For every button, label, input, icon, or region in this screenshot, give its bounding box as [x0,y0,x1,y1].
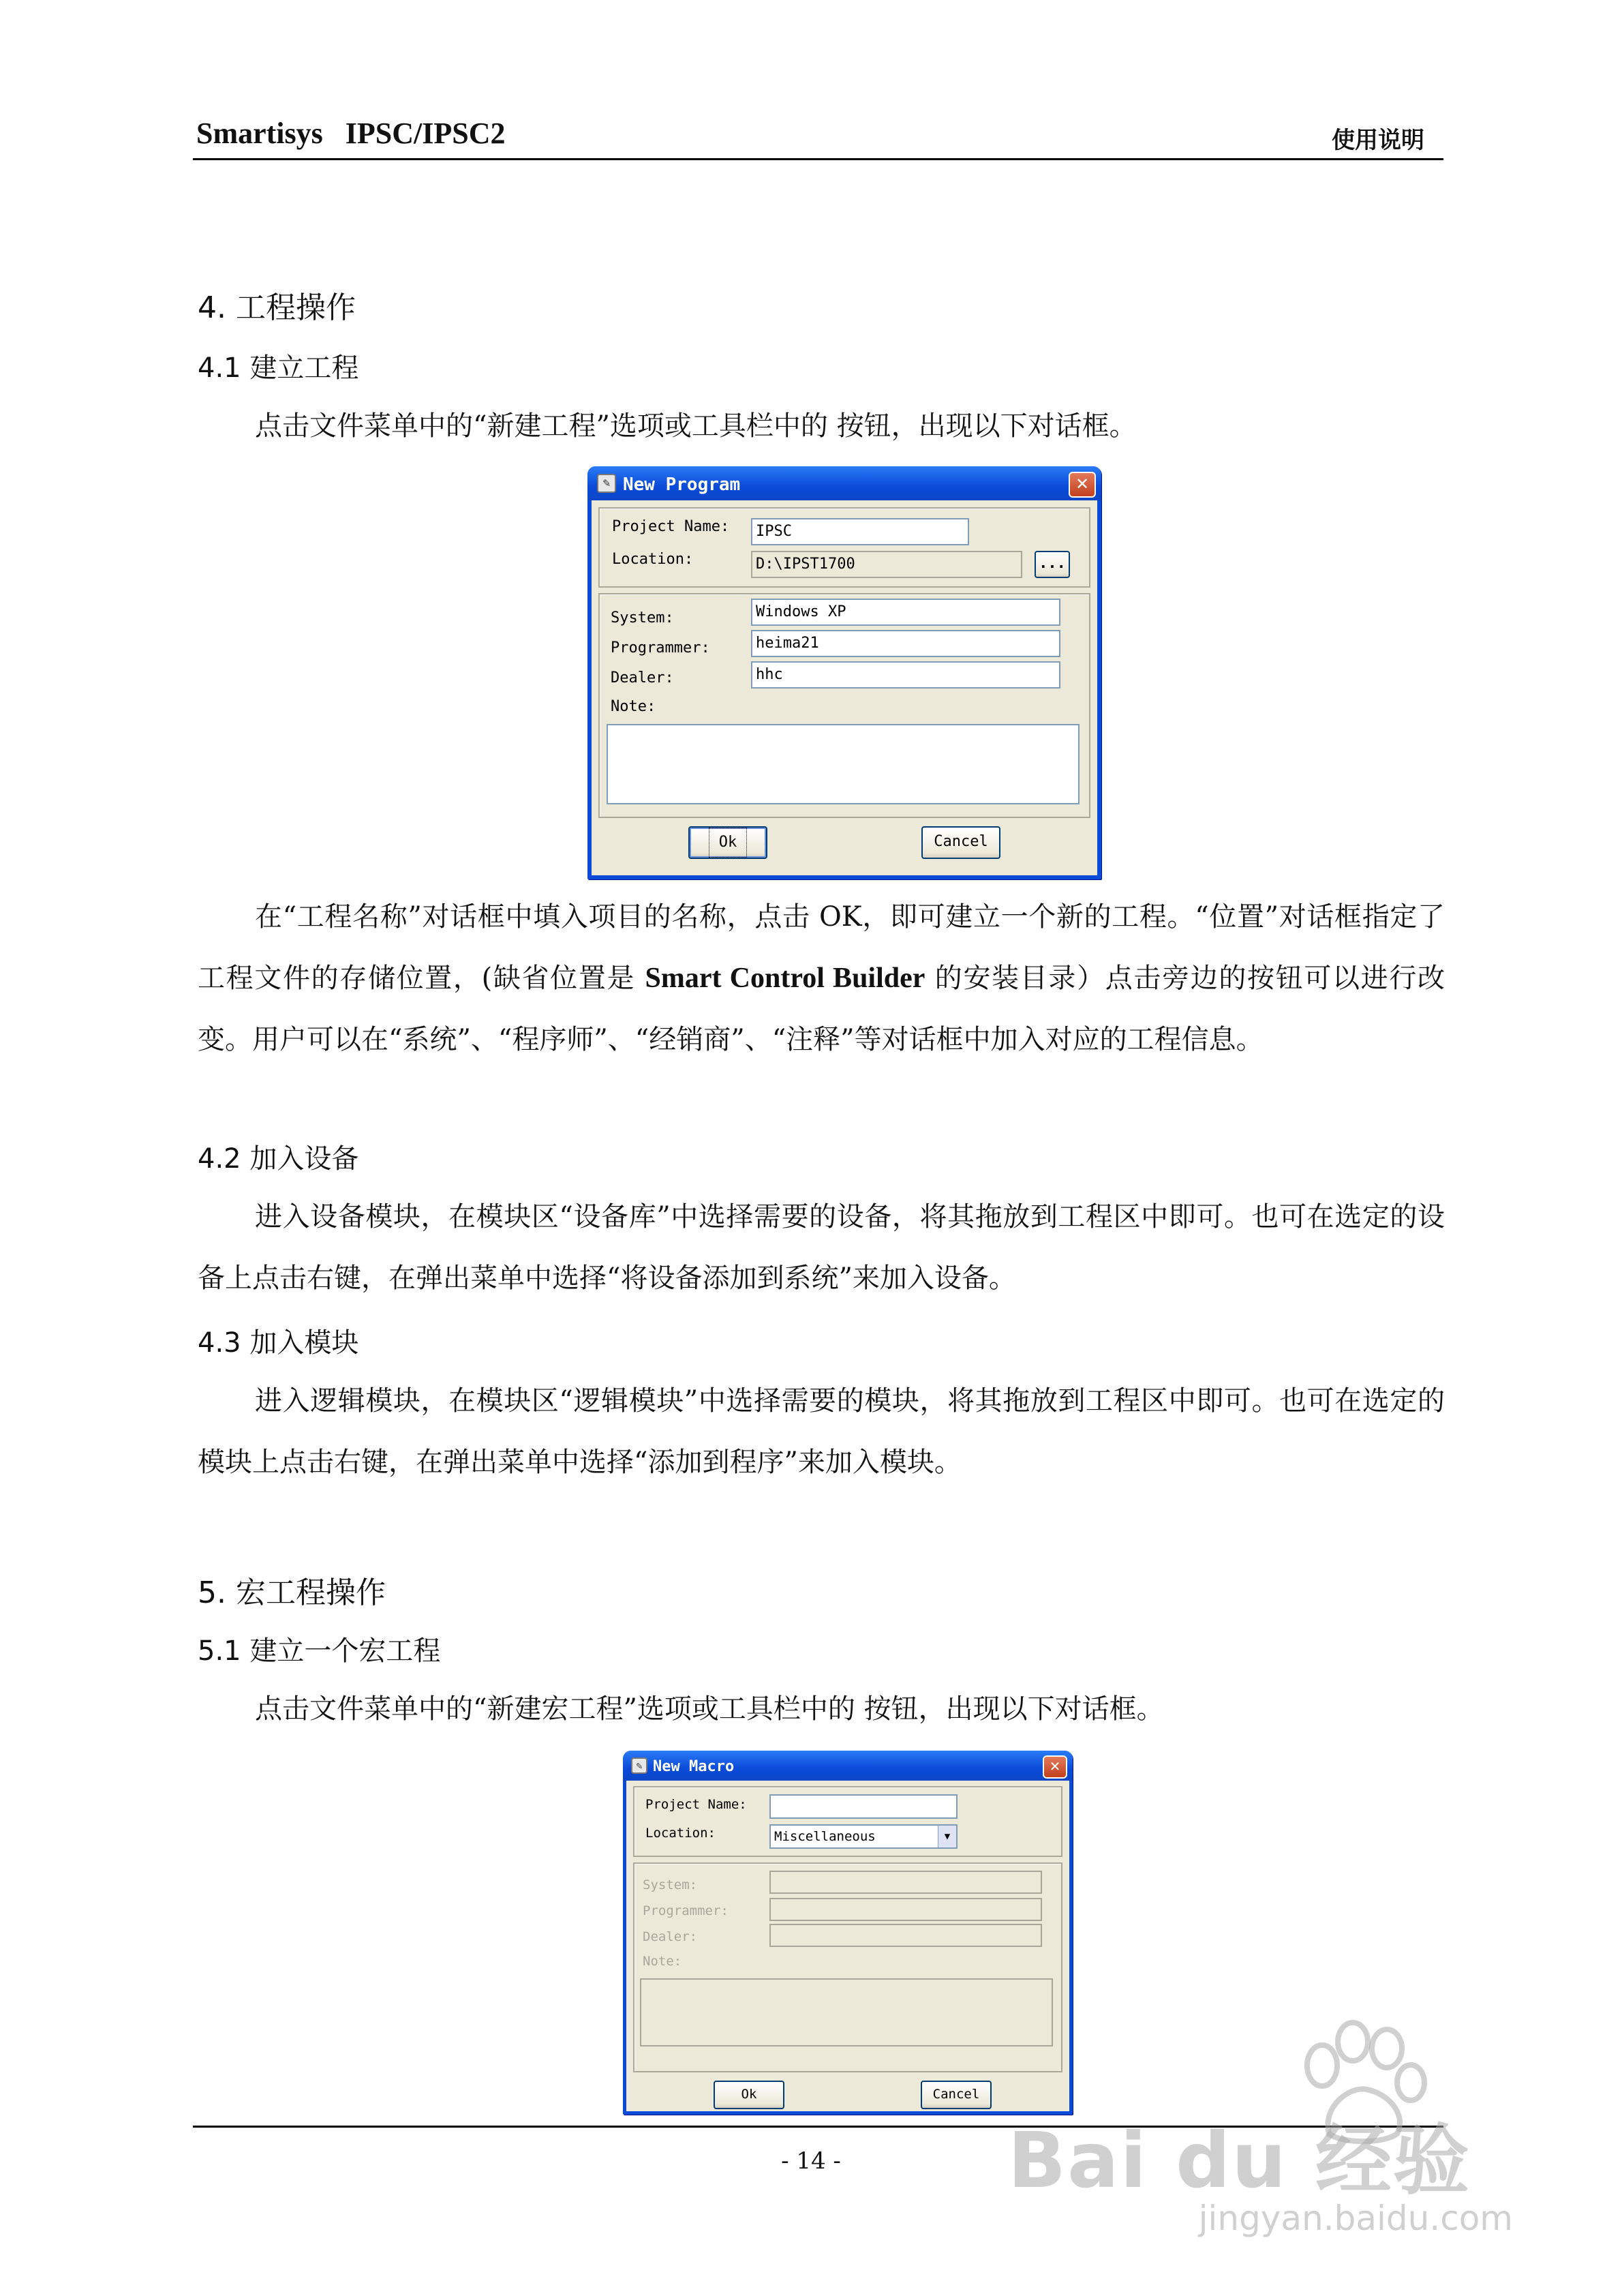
new-program-title: New Program [623,474,741,495]
app-icon: ✎ [597,474,616,493]
dealer-label: Dealer: [611,669,674,686]
section-4-3-body [198,1370,1445,1493]
system-input[interactable]: Windows XP [751,599,1060,626]
new-program-titlebar[interactable] [587,466,1101,500]
system-input [769,1871,1042,1894]
note-textarea [640,1978,1053,2046]
location-select[interactable] [769,1824,958,1849]
browse-button[interactable]: ... [1035,551,1070,578]
close-icon[interactable]: ✕ [1069,472,1096,498]
info-group [598,593,1090,818]
section-4-3-text: 进入逻辑模块，在模块区“逻辑模块”中选择需要的模块，将其拖放到工程区中即可。也可在选定的模块上点击右键，在弹出菜单中选择“添加到程序”来加入模块。 [198,1385,1445,1478]
section-4-2-heading: 4.2 加入设备 [198,1143,359,1175]
new-macro-title: New Macro [653,1758,735,1775]
macro-info-group [633,1862,1062,2072]
location-selected-value: Miscellaneous [774,1829,876,1844]
section-5-1-heading: 5.1 建立一个宏工程 [198,1635,441,1667]
system-label: System: [643,1877,698,1892]
dealer-input [769,1924,1042,1947]
section-4-1-body-part1: 在“工程名称”对话框中填入项目的名称，点击 OK，即可建立一个新的工程。“位置”对话框指定了工程文件的存储位置，(缺省位置是 [198,901,1445,994]
location-label: Location: [645,1826,716,1841]
programmer-input[interactable]: heima21 [751,630,1060,657]
project-name-label: Project Name: [645,1797,747,1812]
header-doc-type: 使用说明 [1332,127,1424,154]
new-program-dialog [587,466,1101,879]
note-label: Note: [643,1954,682,1969]
new-macro-dialog [623,1751,1073,2115]
project-name-input[interactable]: IPSC [751,518,969,545]
note-textarea[interactable] [607,724,1080,804]
project-group [598,507,1090,588]
header-rule [193,158,1443,160]
dealer-label: Dealer: [643,1929,698,1944]
new-program-client [592,500,1097,875]
location-input[interactable]: D:\IPST1700 [751,551,1022,578]
project-name-label: Project Name: [612,518,730,535]
section-4-1-heading: 4.1 建立工程 [198,352,359,384]
watermark-brand: Bai du 经验 [1007,2117,1471,2205]
watermark-url: jingyan.baidu.com [1198,2199,1513,2238]
programmer-label: Programmer: [643,1903,729,1918]
page-number: - 14 - [781,2147,841,2175]
section-5-1-intro [198,1678,1445,1740]
section-4-1-intro-text: 点击文件菜单中的“新建工程”选项或工具栏中的 按钮，出现以下对话框。 [255,410,1137,442]
system-label: System: [611,609,674,626]
ok-button-label: Ok [709,828,748,858]
location-label: Location: [612,551,694,568]
note-label: Note: [611,698,656,715]
dealer-input[interactable]: hhc [751,661,1060,689]
section-4-2-body [198,1186,1445,1309]
section-4-2-text: 进入设备模块，在模块区“设备库”中选择需要的设备，将其拖放到工程区中即可。也可在选定的设备上点击右键，在弹出菜单中选择“将设备添加到系统”来加入设备。 [198,1201,1445,1294]
section-4-1-intro [198,395,1445,457]
ok-button[interactable]: Ok [714,2081,784,2109]
product-name: Smart Control Builder [645,963,925,994]
section-4-3-heading: 4.3 加入模块 [198,1327,359,1359]
cancel-button[interactable]: Cancel [921,2081,992,2109]
cancel-button[interactable]: Cancel [921,826,1000,859]
header-title: Smartisys IPSC/IPSC2 [196,117,506,150]
ok-button[interactable] [688,826,767,859]
section-4-1-body-part2: 的安装目录）点击旁边的按钮可以进行改变。用户可以在“系统”、“程序师”、“经销商”、“注释”等对话框中加入对应的工程信息。 [198,963,1445,1055]
close-icon[interactable]: ✕ [1043,1755,1067,1779]
section-4-heading: 4. 工程操作 [198,290,356,325]
section-4-1-body [198,886,1445,1070]
section-5-heading: 5. 宏工程操作 [198,1575,386,1610]
macro-project-group [633,1786,1062,1857]
chevron-down-icon[interactable]: ▼ [938,1826,956,1847]
programmer-label: Programmer: [611,639,710,656]
section-5-1-intro-text: 点击文件菜单中的“新建宏工程”选项或工具栏中的 按钮，出现以下对话框。 [255,1693,1164,1725]
programmer-input [769,1898,1042,1921]
app-icon: ✎ [631,1757,647,1774]
project-name-input[interactable] [769,1794,958,1819]
new-macro-client [626,1781,1069,2111]
new-macro-titlebar[interactable] [623,1751,1073,1781]
